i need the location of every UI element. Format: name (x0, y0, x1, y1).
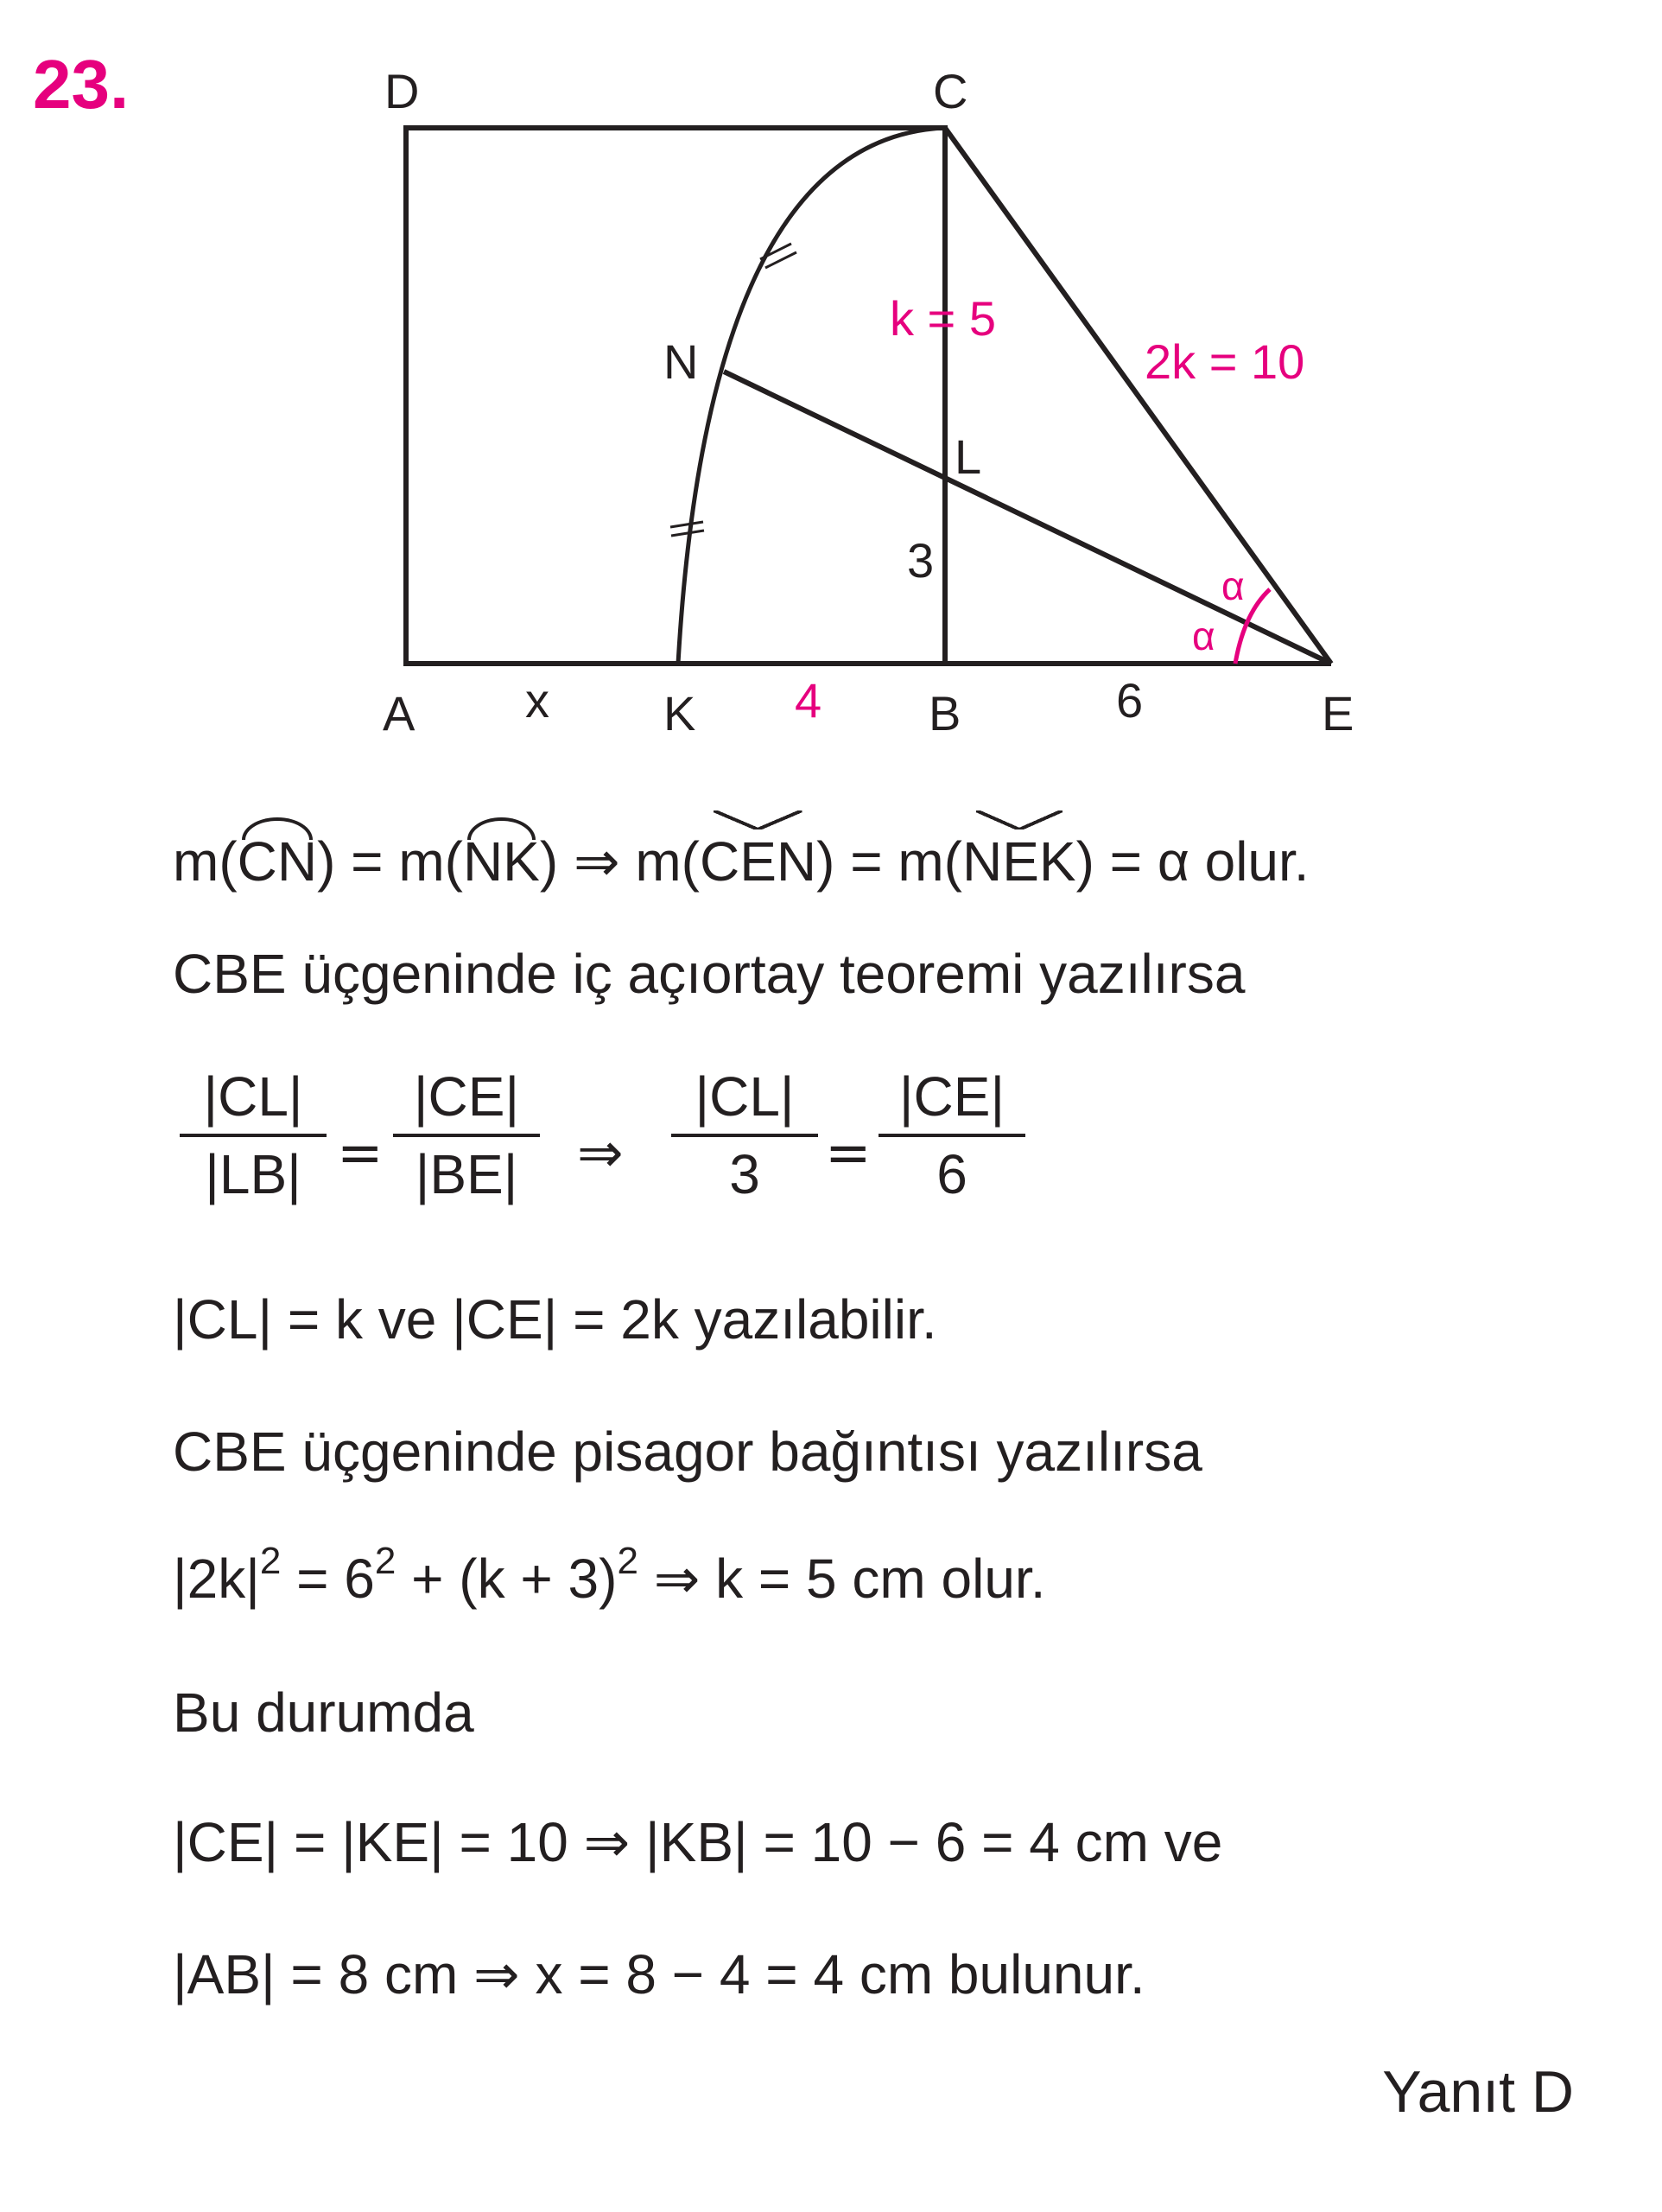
angle-cen: CEN (699, 830, 817, 893)
label-alpha-upper: α (1221, 563, 1245, 608)
label-be-length: 6 (1116, 673, 1144, 728)
solution-line-pythagoras: $|2k|^2 = 6^2 + (k + 3)^2$ ⇒ k = 5 cm olur. (173, 1540, 1046, 1610)
angle-nek: NEK (961, 830, 1076, 893)
square-abcd (406, 128, 945, 664)
fraction-ce-over-be: |CE| |BE| (393, 1065, 540, 1206)
label-alpha-lower: α (1192, 613, 1215, 658)
point-label-e: E (1322, 686, 1354, 741)
fraction-cl-over-lb: |CL| |LB| (180, 1065, 327, 1206)
segment-ne (724, 372, 1331, 664)
answer-label: Yanıt D (1382, 2059, 1574, 2125)
solution-line-arc-equality: m(CN) = m(NK) ⇒ m(CEN) = m(NEK) = α olur. (173, 830, 1310, 893)
fraction-ce-over-6: |CE| 6 (879, 1065, 1025, 1206)
label-kb-length: 4 (795, 673, 822, 728)
label-cl-length: k = 5 (890, 291, 996, 346)
tick-mark-nk (670, 522, 703, 527)
point-label-k: K (663, 686, 696, 741)
label-ce-length: 2k = 10 (1145, 334, 1305, 389)
point-label-b: B (929, 686, 961, 741)
solution-line-cl-ce: |CL| = k ve |CE| = 2k yazılabilir. (173, 1288, 937, 1351)
arc-cn: CN (237, 830, 318, 893)
equals-sign: = (825, 1122, 872, 1185)
implies-arrow: ⇒ (577, 1122, 624, 1185)
question-number: 23. (33, 46, 130, 123)
solution-line-bu-durumda: Bu durumda (173, 1681, 474, 1744)
solution-line-bisector-theorem: CBE üçgeninde iç açıortay teoremi yazılırsa (173, 943, 1246, 1005)
solution-line-pythagoras-intro: CBE üçgeninde pisagor bağıntısı yazılırsa (173, 1421, 1202, 1483)
geometry-figure (0, 0, 1662, 778)
segment-ce (945, 128, 1331, 664)
equals-sign: = (337, 1122, 384, 1185)
fraction-cl-over-3: |CL| 3 (671, 1065, 818, 1206)
label-x: x (525, 673, 549, 728)
arc-ck (678, 128, 945, 664)
point-label-a: A (383, 686, 416, 741)
solution-line-x: |AB| = 8 cm ⇒ x = 8 − 4 = 4 cm bulunur. (173, 1943, 1145, 2005)
point-label-l: L (955, 429, 982, 484)
label-lb-length: 3 (907, 533, 935, 588)
solution-line-kb: |CE| = |KE| = 10 ⇒ |KB| = 10 − 6 = 4 cm ve (173, 1811, 1223, 1873)
point-label-c: C (933, 64, 968, 118)
point-label-d: D (384, 64, 420, 118)
arc-nk: NK (462, 830, 540, 893)
point-label-n: N (663, 334, 699, 389)
